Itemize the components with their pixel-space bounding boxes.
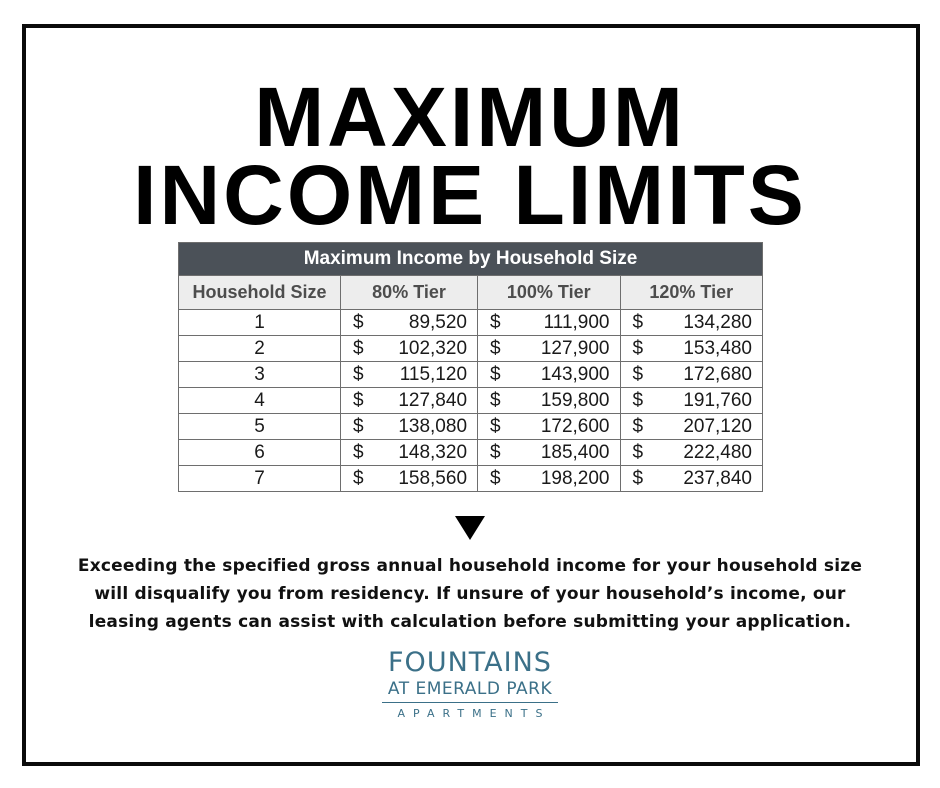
- income-cell-t100: [478, 362, 620, 388]
- currency-symbol: $: [353, 415, 364, 437]
- income-value: 222,480: [683, 441, 752, 463]
- currency-symbol: $: [632, 389, 644, 411]
- note-line: leasing agents can assist with calculation before submitting your application.: [88, 612, 852, 632]
- income-cell-t120: [620, 414, 763, 440]
- currency-symbol: $: [490, 441, 501, 463]
- currency-symbol: $: [632, 363, 644, 385]
- income-cell-t120: [620, 466, 763, 492]
- currency-symbol: $: [490, 389, 501, 411]
- table-caption: Maximum Income by Household Size: [179, 243, 763, 276]
- income-value: 191,760: [683, 389, 752, 411]
- logo-line-apartments: APARTMENTS: [397, 707, 551, 720]
- income-value: 158,560: [398, 467, 468, 489]
- note-line: will disqualify you from residency. If unsure of your household’s income, our: [94, 584, 846, 604]
- currency-symbol: $: [632, 337, 644, 359]
- income-value: 127,840: [398, 389, 468, 411]
- currency-symbol: $: [490, 415, 501, 437]
- household-size-cell: 7: [179, 466, 341, 492]
- income-cell-t100: [478, 440, 620, 466]
- income-value: 159,800: [540, 389, 610, 411]
- income-limits-table: [178, 242, 763, 492]
- income-cell-t80: [341, 362, 478, 388]
- household-size-cell: 2: [179, 336, 341, 362]
- income-cell-t80: [341, 414, 478, 440]
- income-cell-t120: [620, 310, 763, 336]
- household-size-cell: 1: [179, 310, 341, 336]
- currency-symbol: $: [353, 311, 364, 333]
- currency-symbol: $: [353, 441, 364, 463]
- income-value: 89,520: [408, 311, 468, 333]
- currency-symbol: $: [353, 363, 364, 385]
- logo-line-emerald-park: AT EMERALD PARK: [387, 679, 553, 699]
- income-value: 207,120: [683, 415, 752, 437]
- income-value: 134,280: [683, 311, 752, 333]
- income-cell-t120: [620, 388, 763, 414]
- table-row: [179, 362, 763, 388]
- income-value: 185,400: [540, 441, 610, 463]
- currency-symbol: $: [632, 415, 644, 437]
- eligibility-note: [40, 552, 900, 636]
- logo-line-fountains: FOUNTAINS: [388, 647, 552, 678]
- income-cell-t100: [478, 336, 620, 362]
- income-value: 198,200: [540, 467, 610, 489]
- income-cell-t100: [478, 414, 620, 440]
- income-value: 143,900: [540, 363, 610, 385]
- household-size-cell: 4: [179, 388, 341, 414]
- column-header-80-tier: 80% Tier: [341, 276, 478, 310]
- column-header-100-tier: 100% Tier: [478, 276, 620, 310]
- currency-symbol: $: [353, 389, 364, 411]
- currency-symbol: $: [490, 467, 501, 489]
- income-value: 115,120: [399, 363, 468, 385]
- income-cell-t100: [478, 466, 620, 492]
- table-row: [179, 310, 763, 336]
- column-header-120-tier: 120% Tier: [620, 276, 763, 310]
- income-cell-t120: [620, 336, 763, 362]
- household-size-cell: 6: [179, 440, 341, 466]
- income-cell-t120: [620, 440, 763, 466]
- income-value: 111,900: [543, 311, 610, 333]
- income-cell-t80: [341, 440, 478, 466]
- income-cell-t80: [341, 310, 478, 336]
- household-size-cell: 3: [179, 362, 341, 388]
- income-cell-t100: [478, 310, 620, 336]
- income-value: 138,080: [398, 415, 468, 437]
- household-size-cell: 5: [179, 414, 341, 440]
- income-cell-t100: [478, 388, 620, 414]
- page-title-line1: MAXIMUM: [254, 70, 686, 164]
- column-header-household-size: Household Size: [179, 276, 341, 310]
- currency-symbol: $: [632, 311, 644, 333]
- table-row: [179, 388, 763, 414]
- table-row: [179, 440, 763, 466]
- table-row: [179, 414, 763, 440]
- logo-divider: [382, 702, 558, 703]
- income-cell-t80: [341, 466, 478, 492]
- currency-symbol: $: [632, 441, 644, 463]
- currency-symbol: $: [490, 337, 501, 359]
- currency-symbol: $: [490, 363, 501, 385]
- currency-symbol: $: [353, 467, 364, 489]
- income-value: 102,320: [398, 337, 468, 359]
- income-value: 153,480: [683, 337, 752, 359]
- down-arrow-icon: [455, 516, 485, 540]
- currency-symbol: $: [632, 467, 644, 489]
- income-cell-t80: [341, 388, 478, 414]
- income-value: 148,320: [398, 441, 468, 463]
- income-value: 237,840: [683, 467, 752, 489]
- table-row: [179, 336, 763, 362]
- income-value: 172,600: [540, 415, 610, 437]
- income-cell-t80: [341, 336, 478, 362]
- fountains-logo: [370, 648, 570, 721]
- income-cell-t120: [620, 362, 763, 388]
- income-value: 127,900: [540, 337, 610, 359]
- currency-symbol: $: [353, 337, 364, 359]
- note-line: Exceeding the specified gross annual household income for your household size: [77, 556, 863, 576]
- table-row: [179, 466, 763, 492]
- page-title-line2: INCOME LIMITS: [133, 148, 807, 242]
- currency-symbol: $: [490, 311, 501, 333]
- income-value: 172,680: [683, 363, 752, 385]
